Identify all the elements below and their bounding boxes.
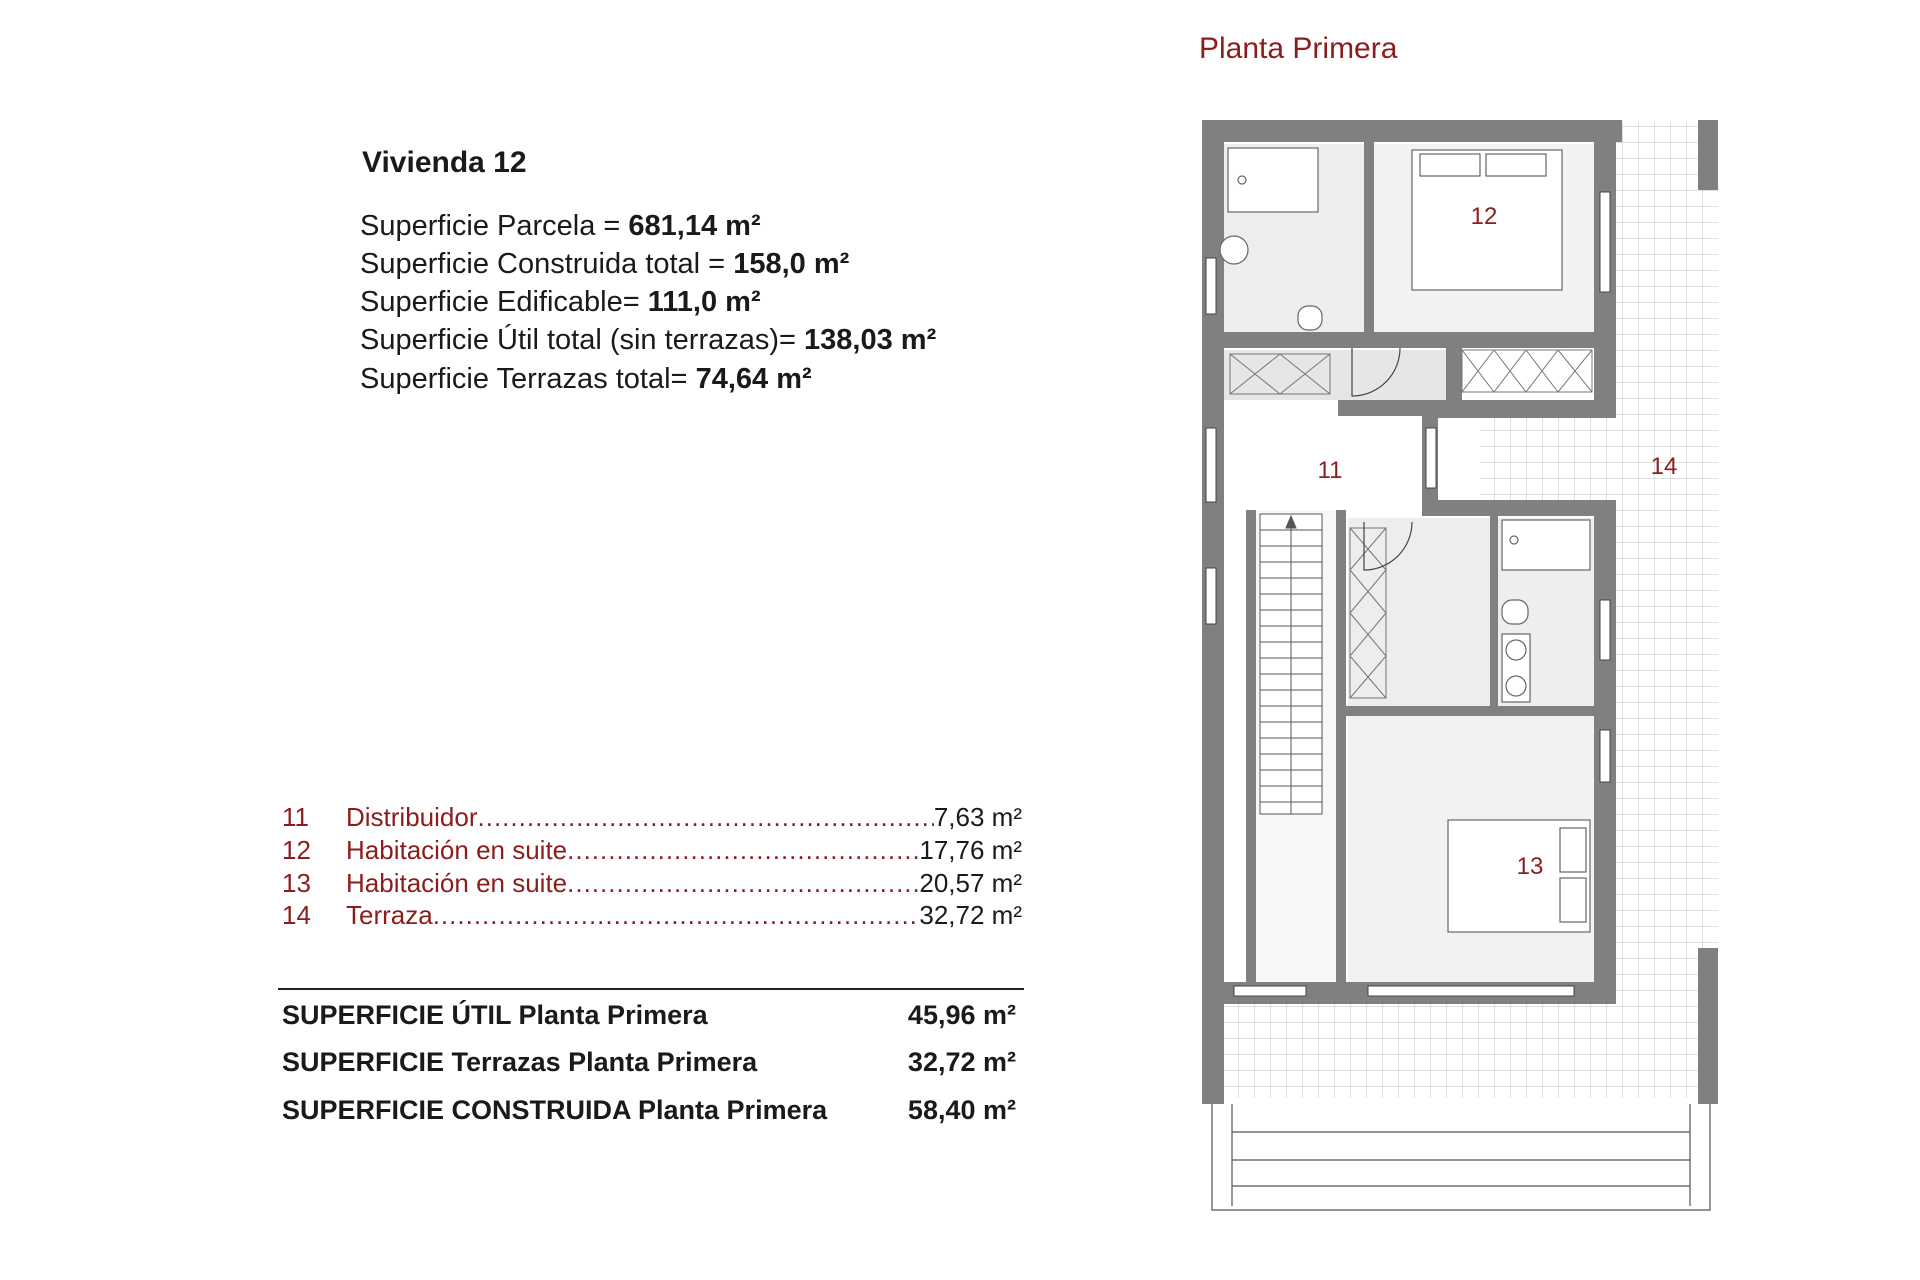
room-name: Habitación en suite [346, 835, 568, 865]
spec-edificable [360, 286, 761, 319]
spec-value: 138,03 m² [804, 324, 937, 356]
room-name: Habitación en suite [346, 868, 568, 898]
spec-value: 111,0 m² [647, 286, 761, 318]
room-number: 13 [282, 868, 311, 898]
room-label-13: 13 [1516, 853, 1544, 880]
staircase [1260, 514, 1322, 814]
summary-label: SUPERFICIE ÚTIL Planta Primera [282, 1000, 708, 1030]
entrance-steps [1212, 1104, 1710, 1210]
room-number: 11 [282, 802, 309, 832]
summary-util [282, 1000, 1016, 1034]
closet-11 [1224, 350, 1446, 400]
leader-dots [567, 868, 919, 899]
room-area: 32,72 m² [919, 900, 1022, 930]
spec-parcela [360, 210, 761, 243]
spec-label: Superficie Edificable= [360, 286, 648, 318]
summary-value: 58,40 m² [907, 1095, 1016, 1125]
spec-label: Superficie Útil total (sin terrazas)= [360, 324, 805, 356]
room-area: 7,63 m² [933, 802, 1022, 832]
summary-terrazas [282, 1047, 1016, 1081]
terrace-tiles-bottom [1206, 990, 1718, 1098]
room-label-11: 11 [1317, 457, 1343, 484]
leader-dots [478, 802, 934, 833]
room-row-12 [282, 835, 1022, 867]
leader-dots [567, 835, 919, 866]
spec-construida [360, 248, 849, 281]
room-label-12: 12 [1470, 203, 1498, 230]
spec-util [360, 324, 936, 357]
summary-label: SUPERFICIE Terrazas Planta Primera [282, 1047, 758, 1077]
spec-label: Superficie Construida total = [360, 248, 734, 280]
page-title: Vivienda 12 [362, 146, 527, 179]
leader-dots [433, 900, 920, 931]
summary-value: 32,72 m² [907, 1047, 1016, 1077]
floor-plan [1190, 110, 1750, 1220]
spec-label: Superficie Terrazas total= [360, 363, 696, 395]
summary-divider [278, 988, 1024, 990]
room-area: 17,76 m² [919, 835, 1022, 865]
room-row-13 [282, 868, 1022, 900]
summary-label: SUPERFICIE CONSTRUIDA Planta Primera [282, 1095, 828, 1125]
summary-construida [282, 1095, 1016, 1129]
spec-label: Superficie Parcela = [360, 210, 629, 242]
spec-terrazas [360, 363, 812, 396]
room-number: 12 [282, 835, 311, 865]
room-number: 14 [282, 900, 311, 930]
spec-value: 681,14 m² [628, 210, 761, 242]
plan-title: Planta Primera [1199, 32, 1398, 65]
room-name: Distribuidor [346, 802, 478, 832]
spec-value: 158,0 m² [733, 248, 850, 280]
room-name: Terraza [346, 900, 433, 930]
terrace-tiles-right [1616, 122, 1718, 994]
room-label-14: 14 [1650, 453, 1678, 480]
room-row-14 [282, 900, 1022, 932]
spec-value: 74,64 m² [695, 363, 812, 395]
summary-value: 45,96 m² [907, 1000, 1016, 1030]
room-area: 20,57 m² [919, 868, 1022, 898]
room-row-11 [282, 802, 1022, 834]
